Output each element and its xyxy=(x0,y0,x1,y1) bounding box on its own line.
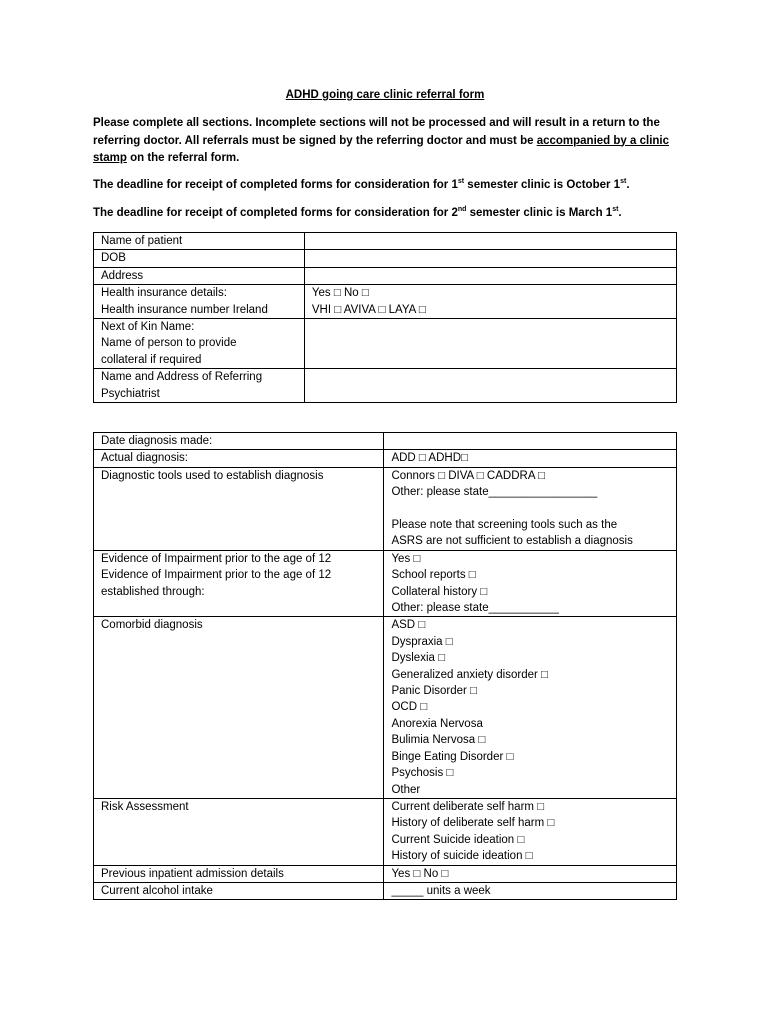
referring-psychiatrist-field[interactable] xyxy=(304,369,676,403)
evidence-option[interactable]: Yes □ xyxy=(391,552,421,565)
deadline-text: . xyxy=(618,206,622,219)
deadline-text: The deadline for receipt of completed forms for consideration for 1 xyxy=(93,178,458,191)
deadline-text: semester clinic is March 1 xyxy=(466,206,613,219)
referring-psychiatrist-label-line: Psychiatrist xyxy=(101,387,160,400)
next-of-kin-field[interactable] xyxy=(304,319,676,369)
alcohol-intake-label: Current alcohol intake xyxy=(94,882,384,899)
evidence-option[interactable]: School reports □ xyxy=(391,569,476,582)
table-row xyxy=(94,865,677,882)
date-diagnosis-field[interactable] xyxy=(384,433,677,450)
ordinal-suffix: st xyxy=(612,206,619,213)
table-row xyxy=(94,882,677,899)
date-diagnosis-label: Date diagnosis made: xyxy=(94,433,384,450)
ordinal-suffix: nd xyxy=(457,206,467,213)
dob-label: DOB xyxy=(94,250,305,267)
comorbid-option[interactable]: Dyspraxia □ xyxy=(391,635,453,648)
comorbid-option[interactable]: OCD □ xyxy=(391,701,428,714)
comorbid-diagnosis-field xyxy=(384,617,677,798)
evidence-impairment-label-line: Evidence of Impairment prior to the age of 12 xyxy=(101,569,332,582)
instructions-text: Please complete all sections. Incomplete sections will not be processed and will result in a return to the referring doctor. All referrals must be signed by the referring doctor and must be xyxy=(93,117,660,147)
health-insurance-field[interactable] xyxy=(304,285,676,319)
comorbid-option[interactable]: Generalized anxiety disorder □ xyxy=(391,668,548,681)
evidence-impairment-field xyxy=(384,550,677,617)
comorbid-option[interactable]: Psychosis □ xyxy=(391,767,454,780)
deadline-first-semester xyxy=(93,178,713,191)
ordinal-suffix: st xyxy=(620,178,627,185)
name-of-patient-field[interactable] xyxy=(304,233,676,250)
ordinal-suffix: st xyxy=(457,178,465,185)
spacer xyxy=(391,501,669,517)
form-title: ADHD going care clinic referral form xyxy=(285,89,485,101)
instructions-underlined: accompanied by a clinic stamp xyxy=(93,134,670,164)
risk-option[interactable]: History of suicide ideation □ xyxy=(391,850,533,863)
evidence-option[interactable]: Collateral history □ xyxy=(391,585,488,598)
screening-tools-note: ASRS are not sufficient to establish a diagnosis xyxy=(391,535,633,548)
table-row xyxy=(94,450,677,467)
collateral-person-label-line: collateral if required xyxy=(101,353,202,366)
risk-option[interactable]: Current deliberate self harm □ xyxy=(391,800,545,813)
comorbid-option[interactable]: Bulimia Nervosa □ xyxy=(391,734,486,747)
risk-option[interactable]: Current Suicide ideation □ xyxy=(391,833,525,846)
health-insurance-label xyxy=(94,285,305,319)
diagnostic-tools-checkboxes[interactable]: Connors □ DIVA □ CADDRA □ xyxy=(391,469,545,482)
collateral-person-label-line: Name of person to provide xyxy=(101,337,237,350)
instructions-text-end: on the referral form. xyxy=(126,152,240,164)
deadline-text: The deadline for receipt of completed forms for consideration for 2 xyxy=(93,206,458,219)
deadline-text: . xyxy=(626,178,630,191)
next-of-kin-label-line: Next of Kin Name: xyxy=(101,321,195,334)
evidence-impairment-label xyxy=(94,550,384,617)
dob-field[interactable] xyxy=(304,250,676,267)
comorbid-option[interactable]: Other xyxy=(391,783,421,796)
insurance-provider-checkboxes[interactable]: VHI □ AVIVA □ LAYA □ xyxy=(311,303,426,316)
deadline-second-semester xyxy=(93,206,713,219)
actual-diagnosis-label: Actual diagnosis: xyxy=(94,450,384,467)
inpatient-admission-checkboxes[interactable]: Yes □ No □ xyxy=(384,865,677,882)
comorbid-diagnosis-label: Comorbid diagnosis xyxy=(94,617,384,798)
table-row xyxy=(94,267,677,284)
health-insurance-details-label: Health insurance details: xyxy=(101,287,227,300)
alcohol-intake-field[interactable]: _____ units a week xyxy=(384,882,677,899)
table-row xyxy=(94,250,677,267)
next-of-kin-label xyxy=(94,319,305,369)
risk-assessment-label: Risk Assessment xyxy=(94,798,384,865)
diagnostic-tools-label: Diagnostic tools used to establish diagnosis xyxy=(94,467,384,550)
table-row xyxy=(94,617,677,798)
instructions xyxy=(93,115,693,168)
actual-diagnosis-checkboxes[interactable]: ADD □ ADHD□ xyxy=(384,450,677,467)
comorbid-option[interactable]: Dyslexia □ xyxy=(391,652,446,665)
comorbid-option[interactable]: Anorexia Nervosa xyxy=(391,717,483,730)
evidence-impairment-label-line: established through: xyxy=(101,585,205,598)
diagnostic-tools-other-field[interactable]: Other: please state_________________ xyxy=(391,486,598,499)
patient-details-table xyxy=(93,232,677,403)
comorbid-option[interactable]: Binge Eating Disorder □ xyxy=(391,750,514,763)
table-row xyxy=(94,285,677,319)
evidence-option[interactable]: Other: please state___________ xyxy=(391,602,559,615)
referring-psychiatrist-label xyxy=(94,369,305,403)
evidence-impairment-label-line: Evidence of Impairment prior to the age of 12 xyxy=(101,552,332,565)
table-row xyxy=(94,319,677,369)
name-of-patient-label: Name of patient xyxy=(94,233,305,250)
diagnosis-table xyxy=(93,432,677,900)
comorbid-option[interactable]: Panic Disorder □ xyxy=(391,685,477,698)
address-field[interactable] xyxy=(304,267,676,284)
risk-assessment-field xyxy=(384,798,677,865)
address-label: Address xyxy=(94,267,305,284)
table-row xyxy=(94,467,677,550)
table-row xyxy=(94,550,677,617)
health-insurance-number-label: Health insurance number Ireland xyxy=(101,303,268,316)
insurance-yes-no-checkboxes[interactable]: Yes □ No □ xyxy=(311,287,369,300)
inpatient-admission-label: Previous inpatient admission details xyxy=(94,865,384,882)
table-row xyxy=(94,798,677,865)
referring-psychiatrist-label-line: Name and Address of Referring xyxy=(101,371,263,384)
risk-option[interactable]: History of deliberate self harm □ xyxy=(391,817,555,830)
screening-tools-note: Please note that screening tools such as the xyxy=(391,519,618,532)
table-row xyxy=(94,433,677,450)
diagnostic-tools-field xyxy=(384,467,677,550)
table-row xyxy=(94,233,677,250)
table-row xyxy=(94,369,677,403)
comorbid-option[interactable]: ASD □ xyxy=(391,619,426,632)
deadline-text: semester clinic is October 1 xyxy=(464,178,621,191)
